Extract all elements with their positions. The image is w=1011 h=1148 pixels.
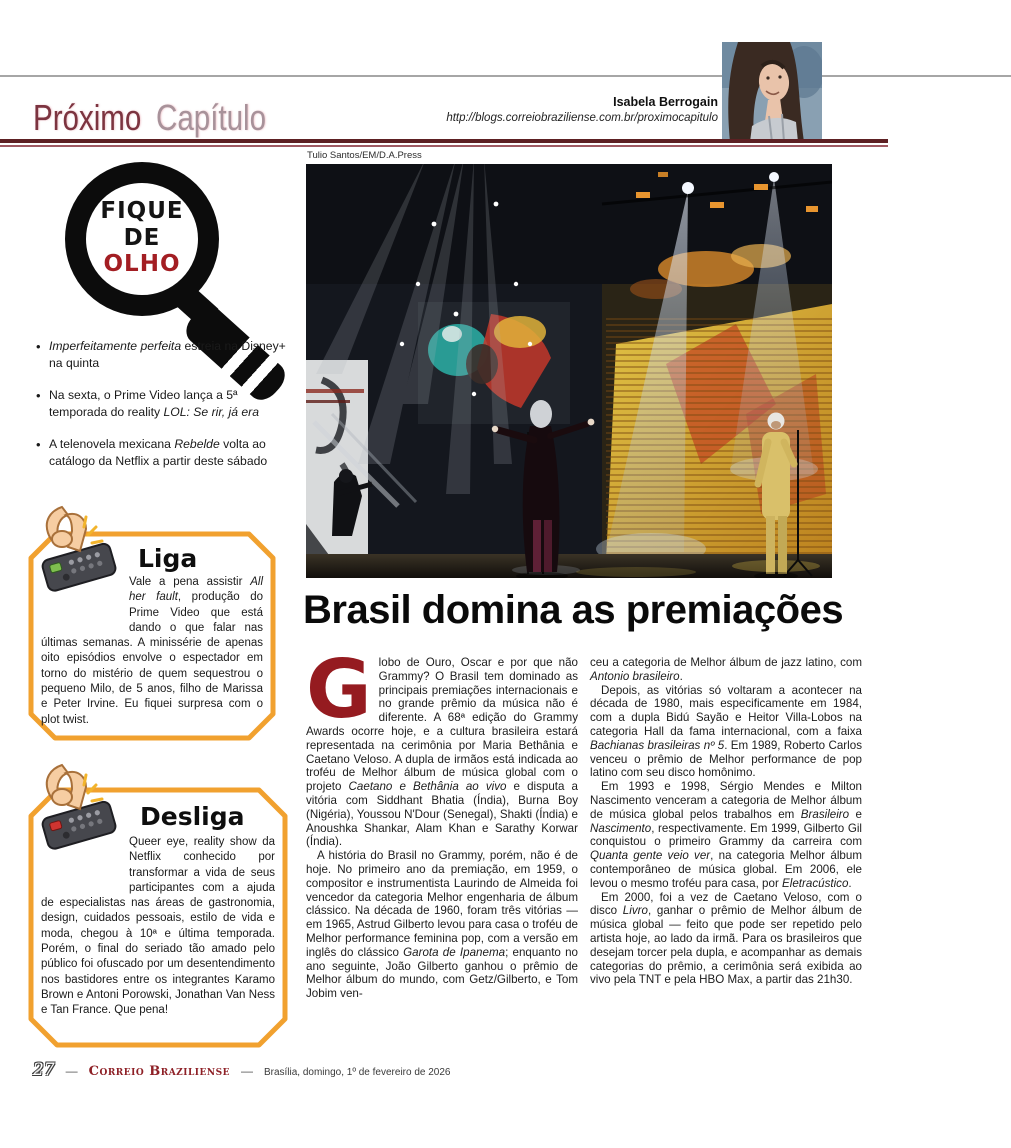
desliga-title: Desliga — [140, 802, 245, 831]
top-gray-rule — [0, 75, 1011, 77]
newspaper-brand: Correio Braziliense — [88, 1064, 230, 1079]
desliga-body: Queer eye, reality show da Netflix conhecido por transformar a vida de seus participantes com a ajuda de especialistas nas áreas de gastronomia, design, cuidados pessoais, estilo de vida e moda, chegou à 10ª e última temporada. Porém, o final do seriado tão amado pelo público foi ofuscado por um desentendimento nos bastidores entre os integrantes Karamo Brown e Antoni Porowski, Jonathan Van Ness e Tan France. Que pena! — [41, 836, 275, 1017]
fique-de-olho-word1: FIQUE — [100, 198, 184, 224]
watch-item: • Na sexta, o Prime Video lança a 5ª temporada do reality LOL: Se rir, já era — [36, 387, 294, 421]
article-paragraph: Globo de Ouro, Oscar e por que não Grammy? O Brasil tem dominado as principais premiações internacionais e no grande prêmio da música não é diferente. A 68ª edição do Grammy Awards ocorre hoje, e a cultura brasileira estará representada na cerimônia por Maria Bethânia e Caetano Veloso. A dupla de irmãos está indicada ao troféu de Melhor álbum de música global com o projeto Caetano e Bethânia ao vivo e disputa a vitória com Siddhant Bhatia (Índia), Burna Boy (Nigéria), Youssou N'Dour (Senegal), Shakti (Índia) e Anoushka Shankar, Alam Khan e Sarathy Korwar (Índia). — [306, 643, 579, 849]
column-title-primary: Próximo — [33, 97, 142, 138]
fique-de-olho-word2: DE — [123, 225, 161, 251]
article-paragraph: ceu a categoria de Melhor álbum de jazz latino, com Antonio brasileiro. — [590, 656, 862, 683]
desliga-box — [28, 787, 288, 1048]
dropcap: G — [306, 643, 372, 736]
column-title-secondary: Capítulo — [156, 97, 266, 138]
author-name: Isabela Berrogain — [613, 95, 718, 109]
liga-title: Liga — [138, 544, 198, 573]
article-paragraph: A história do Brasil no Grammy, porém, não é de hoje. No primeiro ano da premiação, em 1959, o compositor e instrumentista Laurindo de Almeida foi vencedor da categoria Melhor engenharia de álbum clássico. Na década de 1960, foram três vitórias — em 1965, Astrud Gilberto levou para casa o troféu de Melhor performance feminina pop, com a versão em inglês do clássico Garota de Ipanema; enquanto no ano seguinte, João Gilberto ganhou o prêmio de Melhor álbum do mundo, com Getz/Gilberto, e Tom Jobim ven- — [306, 849, 579, 1001]
header-double-rule — [0, 139, 888, 147]
article-paragraph: Em 1993 e 1998, Sérgio Mendes e Milton Nascimento venceram a categoria de Melhor álbum de música global pelos trabalhos em Brasileiro e Nascimento, respectivamente. Em 1999, Gilberto Gil conquistou o primeiro Grammy da carreira com Quanta gente veio ver, na categoria Melhor álbum contemporâneo de música global. Em 2006, ele levou o mesmo troféu para casa, por Eletracústico. — [590, 780, 863, 890]
liga-body: Vale a pena assistir All her fault, produção do Prime Video que está dando o que falar nas últimas semanas. A minissérie de apenas oito episódios envolve o espectador em torno do mistério de quem sequestrou o pequeno Milo, de 5 anos, filho de Marissa e Peter Irvine. Eu fiquei surpresa com o plot twist. — [41, 576, 263, 726]
article-paragraph: Em 2000, foi a vez de Caetano Veloso, com o disco Livro, ganhar o prêmio de Melhor álbum de música global — feito que pode ser repetido pelo artista hoje, ao lado da irmã. Para os brasileiros que desejam torcer pela dupla, e acompanhar as demais categorias do prêmio, a cerimônia será exibida ao vivo pela TNT e pela HBO Max, a partir das 21h30. — [590, 890, 862, 987]
remote-float-spacer — [41, 835, 129, 891]
liga-box — [28, 531, 276, 741]
column-header-title — [33, 97, 266, 139]
article-headline: Brasil domina as premiações — [303, 588, 844, 632]
watch-list — [36, 338, 294, 485]
blog-url: http://blogs.correiobraziliense.com.br/proximocapitulo — [446, 112, 718, 124]
article-column-2 — [590, 656, 862, 987]
footer-dateline: Brasília, domingo, 1º de fevereiro de 2026 — [263, 1067, 451, 1078]
page-number: 27 — [33, 1060, 55, 1080]
footer-separator: — — [65, 1064, 78, 1078]
columnist-photo — [722, 42, 822, 142]
byline — [400, 95, 718, 124]
page-footer — [33, 1060, 450, 1080]
article-paragraph: Depois, as vitórias só voltaram a acontecer na década de 1980, mais especificamente em 1984, com a dupla Bidú Sayão e Heitor Villa-Lobos na categoria Hall da fama internacional, com a faixa Bachianas brasileiras nº 5. Em 1989, Roberto Carlos venceu o prêmio de Melhor performance de pop latino com seu disco homônimo. — [590, 683, 862, 780]
article-column-1 — [306, 643, 579, 1001]
watch-item: • Imperfeitamente perfeita estreia na Disney+ na quinta — [36, 338, 294, 372]
remote-float-spacer — [41, 575, 129, 631]
concert-photo — [306, 164, 832, 578]
watch-item: • A telenovela mexicana Rebelde volta ao catálogo da Netflix a partir deste sábado — [36, 436, 294, 470]
fique-de-olho-word3: OLHO — [103, 251, 181, 277]
footer-separator: — — [240, 1064, 253, 1078]
photo-credit: Tulio Santos/EM/D.A.Press — [307, 150, 422, 161]
